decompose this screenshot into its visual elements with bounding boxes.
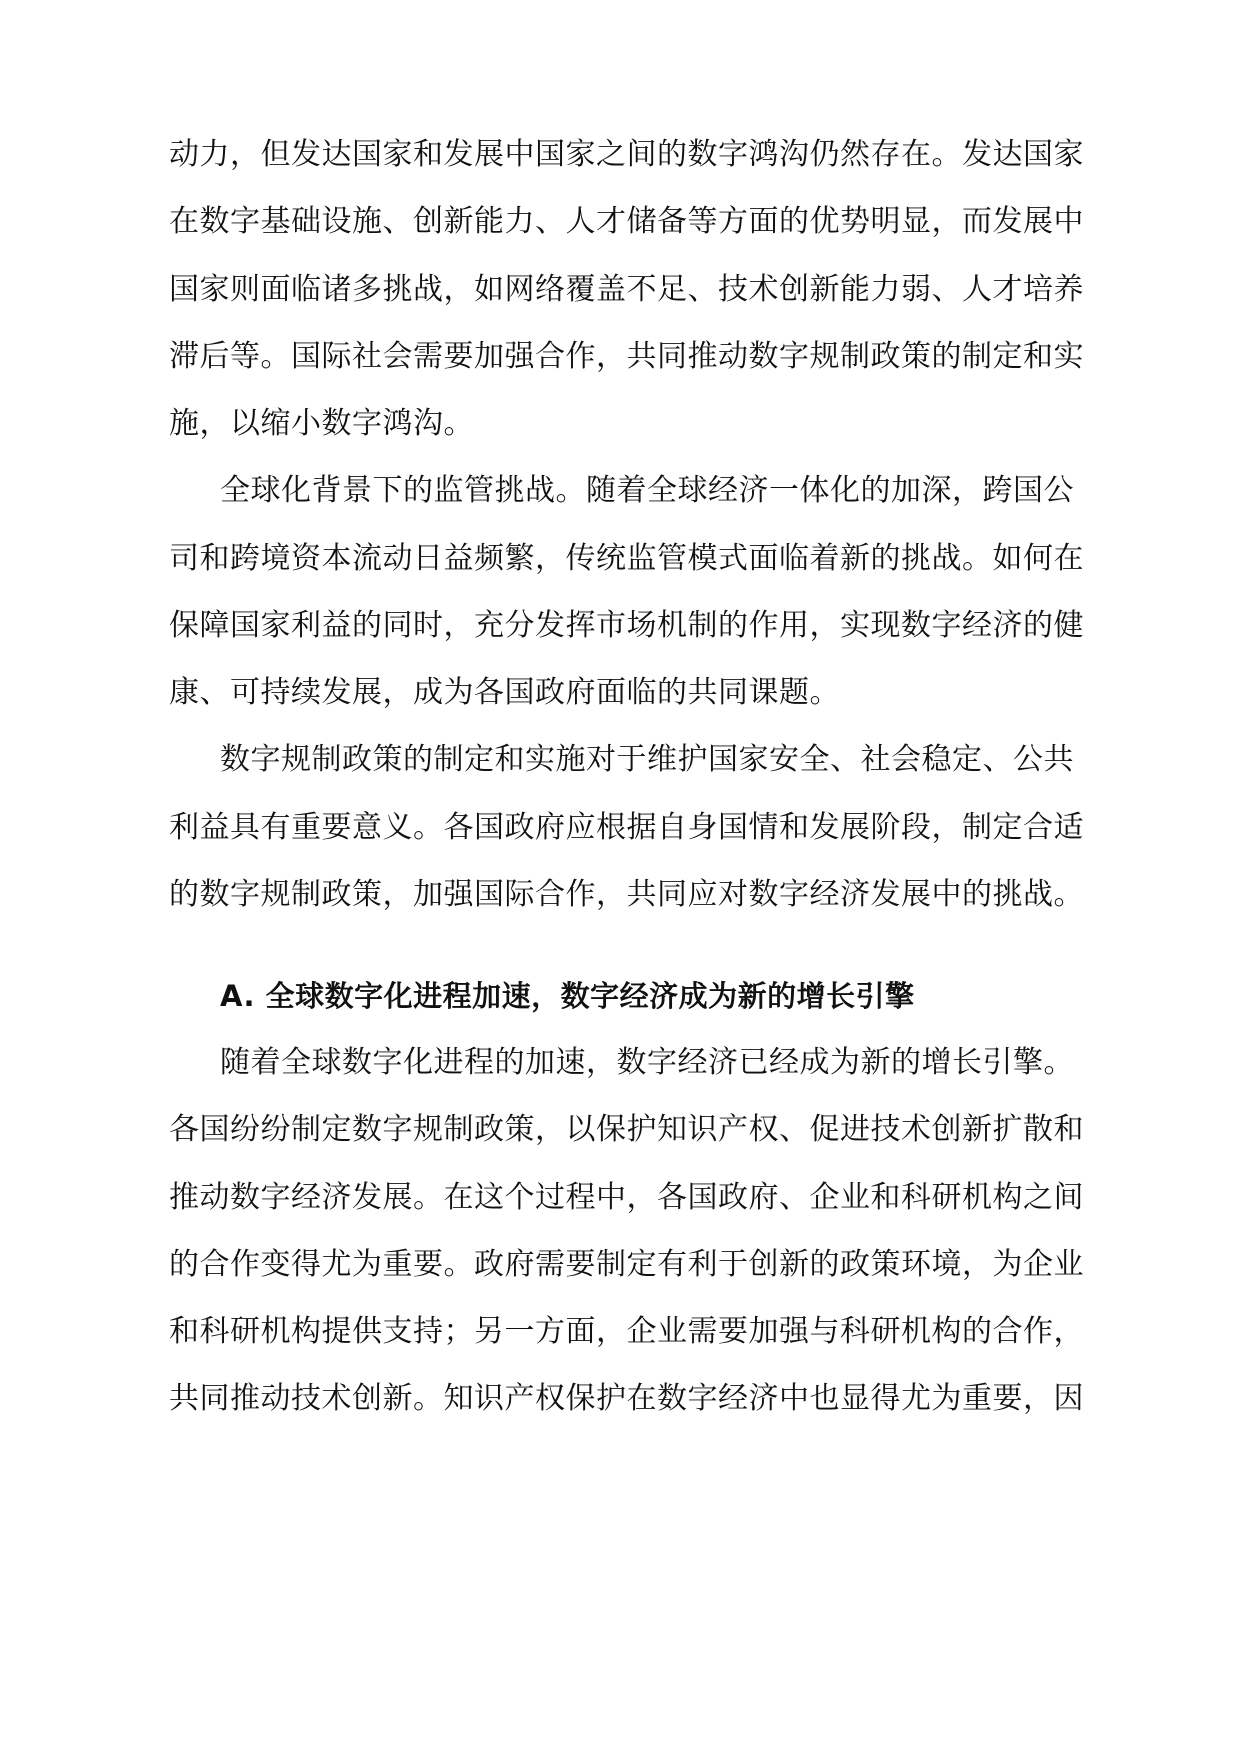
body-text-line: 的合作变得尤为重要。政府需要制定有利于创新的政策环境，为企业 [169,1247,1084,1282]
body-text-line: 在数字基础设施、创新能力、人才储备等方面的优势明显，而发展中 [169,204,1084,239]
section-heading: A. 全球数字化进程加速，数字经济成为新的增长引擎 [220,979,915,1013]
body-text-line: 和科研机构提供支持；另一方面，企业需要加强与科研机构的合作， [169,1314,1084,1349]
body-text-line: 推动数字经济发展。在这个过程中，各国政府、企业和科研机构之间 [169,1180,1084,1215]
body-text-line: 动力，但发达国家和发展中国家之间的数字鸿沟仍然存在。发达国家 [169,137,1084,172]
paragraph-first-line: 数字规制政策的制定和实施对于维护国家安全、社会稳定、公共 [220,742,1074,777]
body-text-line: 的数字规制政策，加强国际合作，共同应对数字经济发展中的挑战。 [169,877,1084,912]
body-text-line: 国家则面临诸多挑战，如网络覆盖不足、技术创新能力弱、人才培养 [169,272,1084,307]
body-text-line: 司和跨境资本流动日益频繁，传统监管模式面临着新的挑战。如何在 [169,541,1084,576]
paragraph-first-line: 随着全球数字化进程的加速，数字经济已经成为新的增长引擎。 [220,1045,1074,1080]
body-text-line: 各国纷纷制定数字规制政策，以保护知识产权、促进技术创新扩散和 [169,1112,1084,1147]
body-text-line: 康、可持续发展，成为各国政府面临的共同课题。 [169,675,840,710]
body-text-line: 保障国家利益的同时，充分发挥市场机制的作用，实现数字经济的健 [169,608,1084,643]
body-text-line: 施，以缩小数字鸿沟。 [169,406,474,441]
paragraph-first-line: 全球化背景下的监管挑战。随着全球经济一体化的加深，跨国公 [220,473,1074,508]
body-text-line: 滞后等。国际社会需要加强合作，共同推动数字规制政策的制定和实 [169,339,1084,374]
body-text-line: 共同推动技术创新。知识产权保护在数字经济中也显得尤为重要，因 [169,1381,1084,1416]
body-text-line: 利益具有重要意义。各国政府应根据自身国情和发展阶段，制定合适 [169,810,1084,845]
